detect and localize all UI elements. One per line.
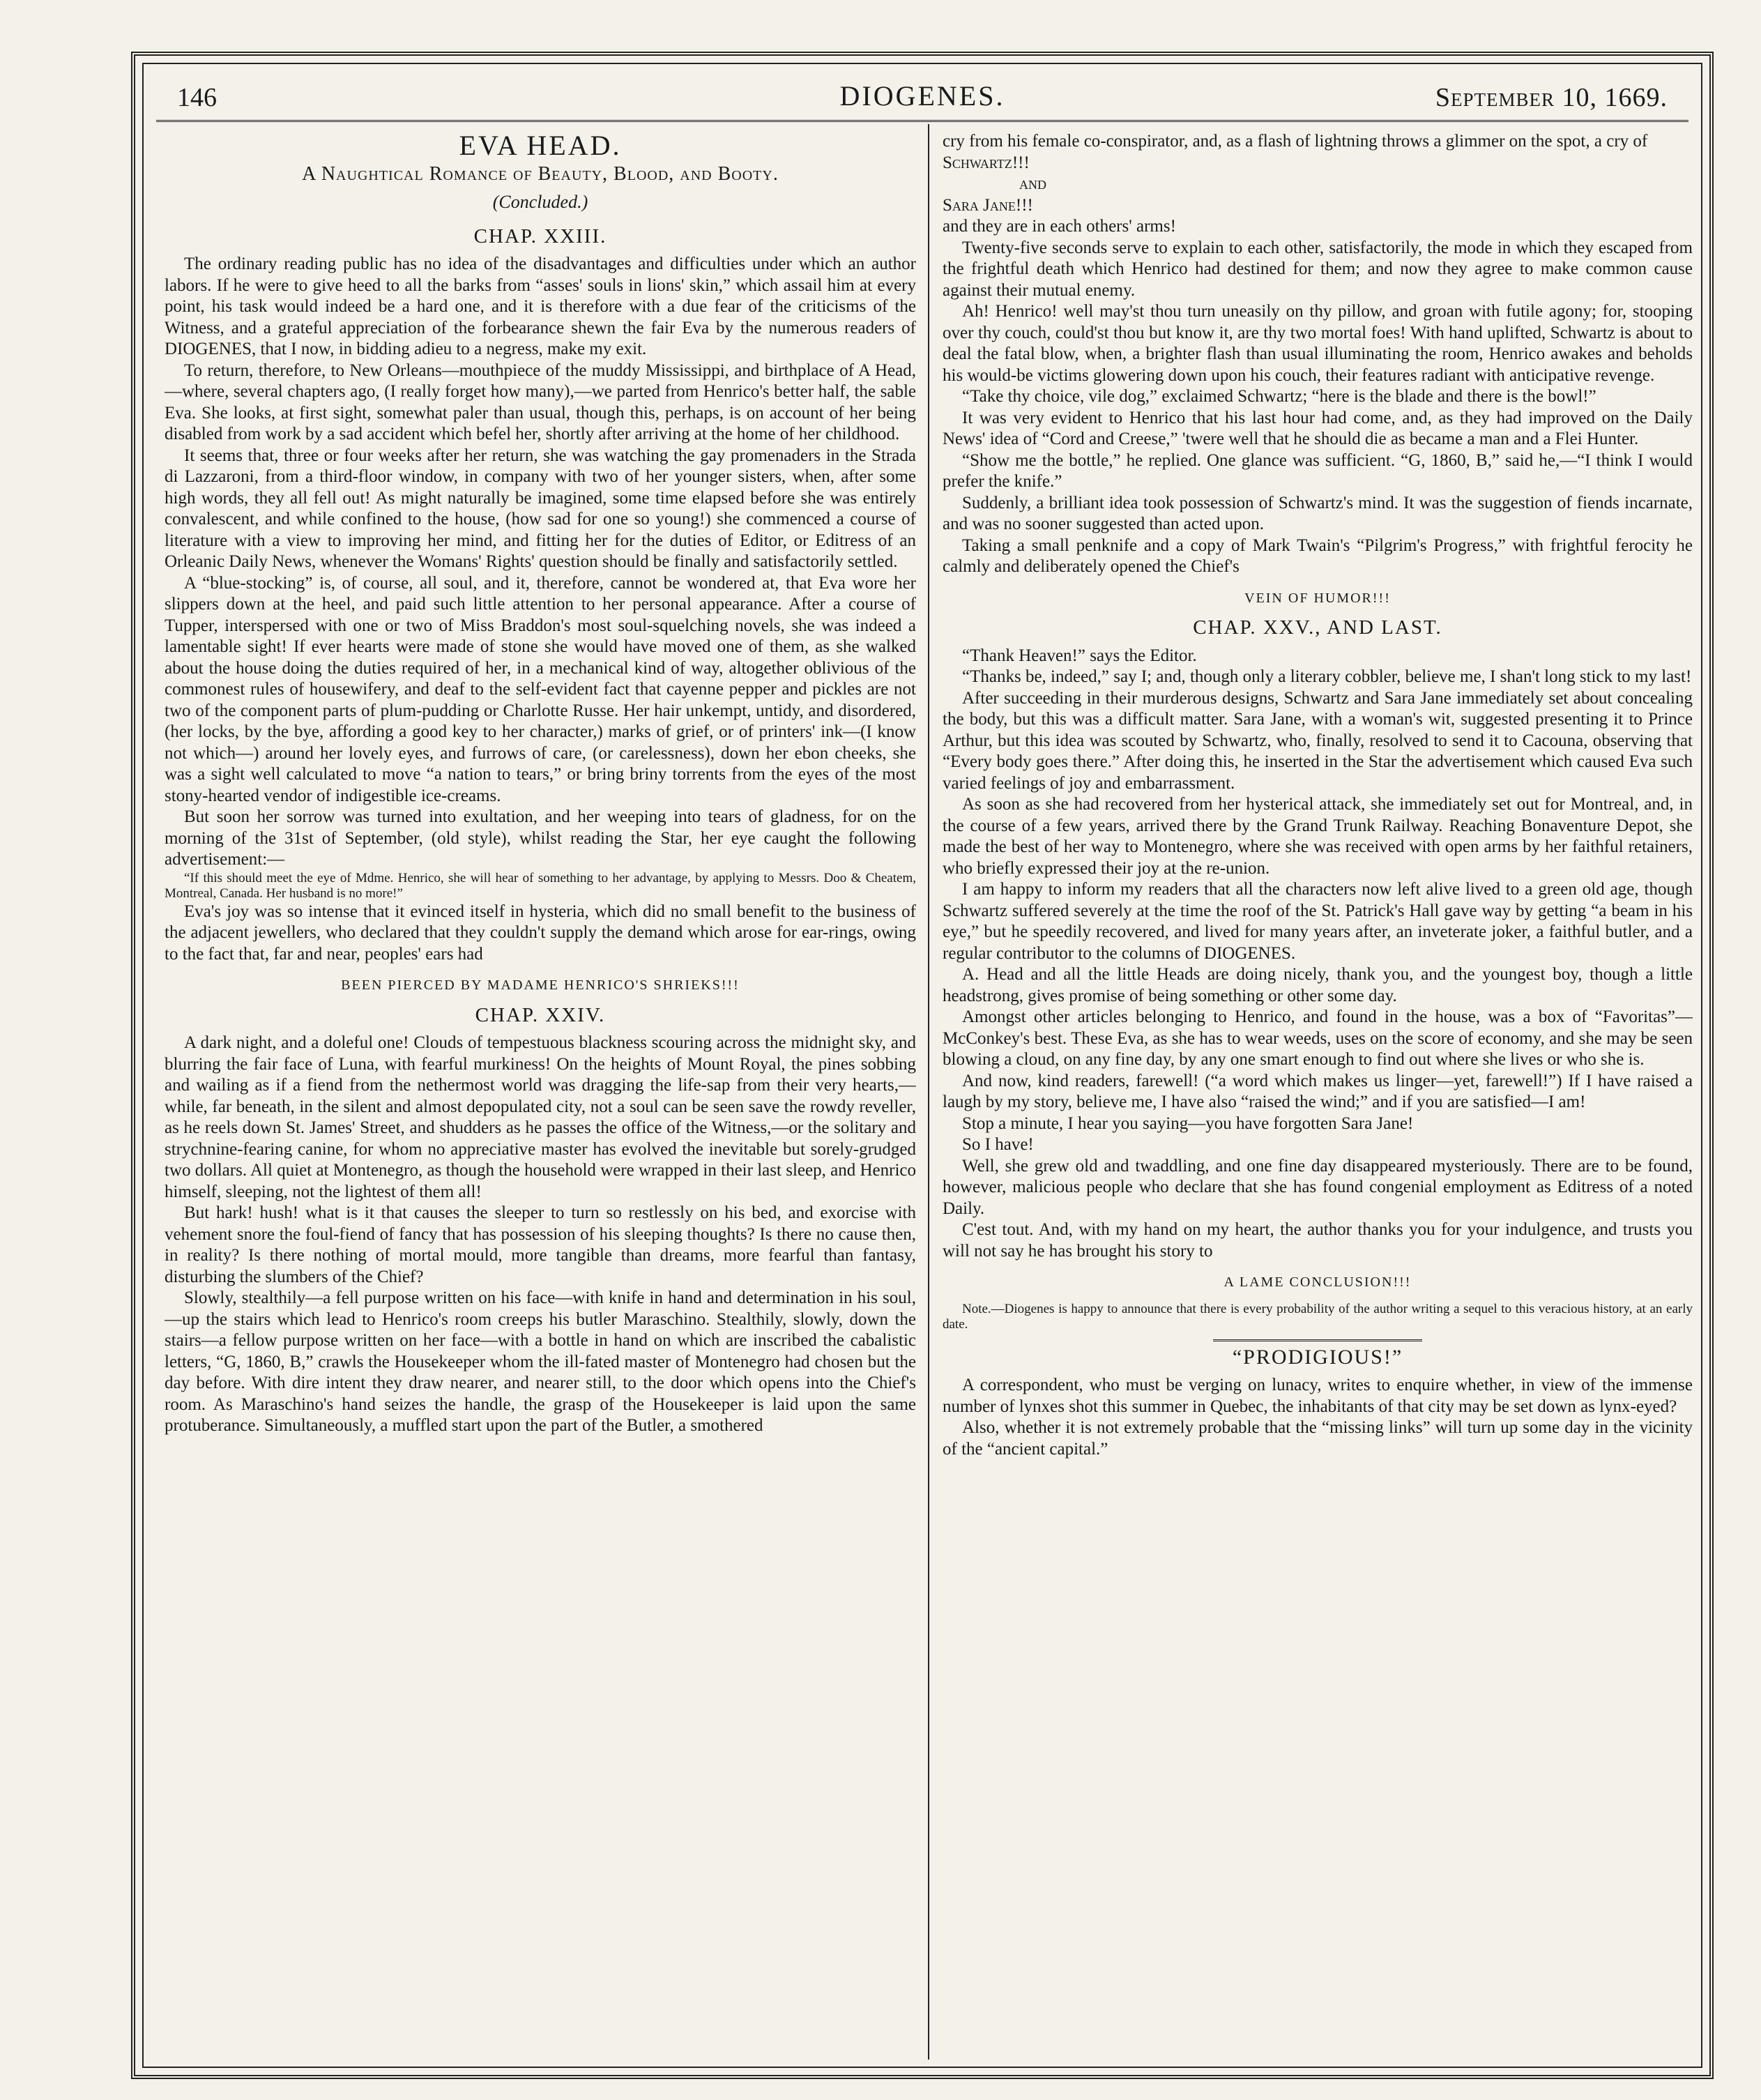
paragraph: “Show me the bottle,” he replied. One glance was sufficient. “G, 1860, B,” said he,—“I think I would prefer the knife.” xyxy=(943,450,1693,491)
paragraph: “Take thy choice, vile dog,” exclaimed Schwartz; “here is the blade and there is the bowl!” xyxy=(962,387,1596,406)
paragraph: A “blue-stocking” is, of course, all soul, and it, therefore, cannot be wondered at, that Eva wore her slippers down at the heel, and paid such little attention to her personal appearance. After a course of Tupper, interspersed with one or two of Miss Braddon's most soul-squelching novels, she was indeed a lamentable sight! If ever hearts were made of stone she would have moved one of them, as she walked about the house doing the duties required of her, in a mechanical kind of way, altogether oblivious of the commonest rules of housewifery, and deaf to the self-evident fact that cayenne pepper and pickles are not two of the component parts of plum-pudding or Charlotte Russe. Her hair unkempt, untidy, and disordered, (her locks, by the bye, affording a good key to her character,) marks of grief, or of printers' ink—(I know not which—) around her lovely eyes, and furrows of care, (or carelessness), down her ebon cheeks, she was a sight well calculated to move “a nation to tears,” or bring briny torrents from the eyes of the most stony-hearted vendor of indigestible ice-creams. xyxy=(165,573,916,805)
paragraph: cry from his female co-conspirator, and, as a flash of lightning throws a glimmer on the spot, a cry of xyxy=(943,132,1648,151)
paragraph: A correspondent, who must be verging on lunacy, writes to enquire whether, in view of the immense number of lynxes shot this summer in Quebec, the inhabitants of that city may be set down as lynx-eyed? xyxy=(943,1376,1693,1416)
editor-note: Note.—Diogenes is happy to announce that there is every probability of the author writing a sequel to this veracious history, at an early date. xyxy=(943,1301,1693,1332)
paragraph: Stop a minute, I hear you saying—you have forgotten Sara Jane! xyxy=(962,1113,1414,1133)
exclamation-line: Schwartz!!! xyxy=(943,153,1030,172)
exclamation-line: Sara Jane!!! xyxy=(943,195,1033,215)
story-subtitle: A Naughtical Romance of Beauty, Blood, and Booty. xyxy=(302,162,779,185)
paragraph: and they are in each others' arms! xyxy=(943,217,1176,236)
section-rule xyxy=(1213,1339,1422,1341)
paragraph: A dark night, and a doleful one! Clouds of tempestuous blackness scouring across the midnight sky, and blurring the fair face of Luna, with fearful murkiness! On the heights of Mount Royal, the pines sobbing and wailing as if a fiend from the nethermost world was dragging the life-sap from their very hearts,—while, far beneath, in the silent and almost depopulated city, not a soul can be seen save the rowdy reveller, as he reels down St. James' Street, and shudders as he passes the office of the Witness,—or the solitary and strychnine-fearing canine, for whom no appreciative master has evolved the inevitable but sorely-grudged two dollars. All quiet at Montenegro, as though the household were wrapped in their last sleep, and Henrico himself, sleeping, not the lightest of them all! xyxy=(165,1033,916,1201)
paragraph: Taking a small penknife and a copy of Mark Twain's “Pilgrim's Progress,” with frightful ferocity he calmly and deliberately opened the Chief's xyxy=(943,535,1693,576)
paragraph: But soon her sorrow was turned into exultation, and her weeping into tears of gladness, for on the morning of the 31st of September, (old style), whilst reading the Star, her eye caught the following advertisement:— xyxy=(165,807,916,869)
chapter-heading: CHAP. XXIV. xyxy=(475,1003,606,1026)
concluded-label: (Concluded.) xyxy=(492,192,588,212)
paragraph: Also, whether it is not extremely probable that the “missing links” will turn up some day in the vicinity of the “ancient capital.” xyxy=(943,1418,1693,1459)
story-title: EVA HEAD. xyxy=(459,131,622,161)
paragraph: Ah! Henrico! well may'st thou turn uneasily on thy pillow, and groan with futile agony; for, stooping over thy couch, could'st thou but know it, are thy two mortal foes! With hand uplifted, Schwartz is about to deal the fatal blow, when, a brighter flash than usual illuminating the room, Henrico awakes and beholds his would-be victims glowering down upon his couch, their features radiant with anticipative revenge. xyxy=(943,302,1693,385)
column-divider xyxy=(928,124,929,2060)
paragraph: As soon as she had recovered from her hysterical attack, she immediately set out for Montreal, and, in the course of a few years, arrived there by the Grand Trunk Railway. Reaching Bonaventure Depot, she made the best of her way to Montenegro, where she was received with open arms by her faithful retainers, who briefly expressed their joy at the re-union. xyxy=(943,795,1693,878)
paragraph: Suddenly, a brilliant idea took possession of Schwartz's mind. It was the suggestion of fiends incarnate, and was no sooner suggested than acted upon. xyxy=(943,493,1693,533)
paragraph: Twenty-five seconds serve to explain to each other, satisfactorily, the mode in which they escaped from the frightful death which Henrico had destined for them; and now they agree to make common cause against their mutual enemy. xyxy=(943,238,1693,300)
issue-date: September 10, 1669. xyxy=(1435,83,1668,112)
page-number: 146 xyxy=(177,83,217,112)
paragraph: And now, kind readers, farewell! (“a word which makes us linger—yet, farewell!”) If I have raised a laugh by my story, believe me, I have also “raised the wind;” and if you are satisfied—I am! xyxy=(943,1071,1693,1111)
chapter-heading: CHAP. XXV., AND LAST. xyxy=(1193,616,1442,639)
page-header xyxy=(156,71,1688,122)
paragraph: It was very evident to Henrico that his last hour had come, and, as they had improved on the Daily News' idea of “Cord and Creese,” 'twere well that he should die as became a man and a Flei Hunter. xyxy=(943,408,1693,448)
paragraph: Amongst other articles belonging to Henrico, and found in the house, was a box of “Favoritas”—McConkey's best. These Eva, as she has to wear weeds, uses on the score of economy, and she may be seen blowing a cloud, on any fine day, by any one smart enough to find out where she lives or who she is. xyxy=(943,1007,1693,1069)
paragraph: After succeeding in their murderous designs, Schwartz and Sara Jane immediately set about concealing the body, but this was a difficult matter. Sara Jane, with a woman's wit, suggested presenting it to Prince Arthur, but this idea was scouted by Schwartz, who, finally, resolved to send it to Cacouna, observing that “Every body goes there.” After doing this, he inserted in the Star the advertisement which caused Eva such varied feelings of joy and embarrassment. xyxy=(943,688,1693,793)
paragraph: But hark! hush! what is it that causes the sleeper to turn so restlessly on his bed, and exorcise with vehement snore the foul-fiend of fancy that has possession of his sleeping thoughts? Is there no cause then, in reality? Is there nothing of mortal mould, more tangible than dreams, more fearful than fantasy, disturbing the slumbers of the Chief? xyxy=(165,1203,916,1286)
paragraph: Slowly, stealthily—a fell purpose written on his face—with knife in hand and determination in his soul,—up the stairs which lead to Henrico's room creeps his butler Maraschino. Stealthily, slowly, down the stairs—a fellow purpose written on her face—with a bottle in hand on which are inscribed the cabalistic letters, “G, 1860, B,” crawls the Housekeeper whom the ill-fated master of Montenegro had chosen but the day before. With dire intent they draw nearer, and nearer still, to the door which opens into the Chief's room. As Maraschino's hand seizes the handle, the grasp of the Housekeeper is laid upon the same protuberance. Simultaneously, a muffled start upon the part of the Butler, a smothered xyxy=(165,1288,916,1435)
paragraph: Eva's joy was so intense that it evinced itself in hysteria, which did no small benefit to the business of the adjacent jewellers, who declared that they couldn't supply the demand which arose for ear-rings, owing to the fact that, far and near, peoples' ears had xyxy=(165,901,916,964)
paragraph: The ordinary reading public has no idea of the disadvantages and difficulties under which an author labors. If he were to give heed to all the barks from “asses' souls in lions' skin,” which assail him at every point, his task would indeed be a hard one, and it is therefore with a due fear of the criticisms of the Witness, and a grateful appreciation of the forbearance shewn the fair Eva by the numerous readers of DIOGENES, that I now, in bidding adieu to a negress, make my exit. xyxy=(165,254,916,358)
emphasis-line: VEIN OF HUMOR!!! xyxy=(1244,590,1391,606)
advertisement-text: “If this should meet the eye of Mdme. Henrico, she will hear of something to her advantage, by applying to Messrs. Doo & Cheatem, Montreal, Canada. Her husband is no more!” xyxy=(165,870,916,901)
paragraph: Well, she grew old and twaddling, and one fine day disappeared mysteriously. There are to be found, however, malicious people who declare that she has found congenial employment as Editress of a noted Daily. xyxy=(943,1156,1693,1218)
left-column xyxy=(165,131,916,2057)
right-column xyxy=(943,131,1693,2057)
paragraph: So I have! xyxy=(962,1135,1034,1154)
chapter-heading: CHAP. XXIII. xyxy=(473,225,607,248)
paragraph: C'est tout. And, with my hand on my heart, the author thanks you for your indulgence, and trusts you will not say he has brought his story to xyxy=(943,1220,1693,1261)
journal-title: DIOGENES. xyxy=(839,80,1005,112)
paragraph: A. Head and all the little Heads are doing nicely, thank you, and the youngest boy, though a little headstrong, gives promise of being something or other some day. xyxy=(943,965,1693,1005)
article-title: “PRODIGIOUS!” xyxy=(1232,1345,1403,1369)
paragraph: It seems that, three or four weeks after her return, she was watching the gay promenaders in the Strada di Lazzaroni, from a third-floor window, in company with two of her younger sisters, when, after some high words, they all fell out! As might naturally be imagined, some time elapsed before she was entirely convalescent, and while confined to the house, (how sad for one so young!) she commenced a course of literature with a view to improving her mind, and fitting her for the duties of Editor, or Editress of an Orleanic Daily News, whenever the Womans' Rights' question should be finally and satisfactorily settled. xyxy=(165,446,916,571)
page-inner-frame xyxy=(142,63,1702,2068)
paragraph: “Thanks be, indeed,” say I; and, though only a literary cobbler, believe me, I shan't long stick to my last! xyxy=(962,667,1692,686)
paragraph: “Thank Heaven!” says the Editor. xyxy=(962,646,1197,665)
emphasis-line: A LAME CONCLUSION!!! xyxy=(1223,1275,1412,1290)
exclamation-line: and xyxy=(1019,174,1046,193)
emphasis-line: BEEN PIERCED BY MADAME HENRICO'S SHRIEKS!!! xyxy=(341,977,740,993)
page-frame xyxy=(131,52,1714,2079)
paragraph: I am happy to inform my readers that all the characters now left alive lived to a green old age, though Schwartz suffered severely at the time the roof of the St. Patrick's Hall gave way by getting “a beam in his eye,” but he speedily recovered, and lived for many years after, an inveterate joker, a faithful butler, and a regular contributor to the columns of DIOGENES. xyxy=(943,880,1693,963)
paragraph: To return, therefore, to New Orleans—mouthpiece of the muddy Mississippi, and birthplace of A Head,—where, several chapters ago, (I really forget how many),—we parted from Henrico's better half, the sable Eva. She looks, at first sight, somewhat paler than usual, though this, perhaps, is on account of her being disabled from work by a sad accident which befel her, shortly after arriving at the home of her childhood. xyxy=(165,360,916,443)
